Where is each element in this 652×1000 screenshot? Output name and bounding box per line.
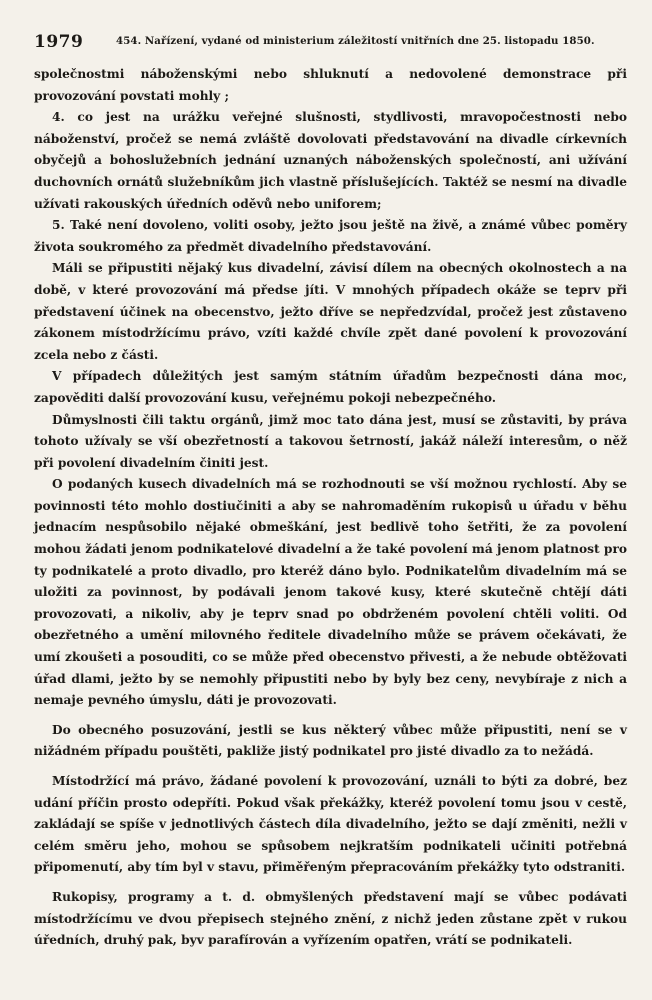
- paragraph: 4. co jest na urážku veřejné slušnosti, stydlivosti, mravopočestnosti nebo náboženství, pročež se nemá zvláště dovolovati představování na divadle církevních obyčejů a bohoslužebních jednání uznaných náboženských společností, ani užívání duchovních ornátů služebníkům jich vlastně příslušejících. Taktéž se nesmí na divadle užívati rakouských úředních oděvů nebo uniforem;: [34, 110, 627, 211]
- paragraph: Místodržící má právo, žádané povolení k provozování, uználi to býti za dobré, bez udání příčin prosto odepříti. Pokud však překážky, kteréž povolení tomu jsou v cestě, zakládají se spíše v jednotlivých částech díla divadelního, ježto se dají změniti, nežli v celém směru jeho, mohou se spůsobem nejkratším podnikateli učiniti potřebná připomenutí, aby tím byl v stavu, přiměřeným přepracováním překážky tyto odstraniti.: [34, 774, 627, 875]
- paragraph: 5. Také není dovoleno, voliti osoby, ježto jsou ještě na živě, a známé vůbec poměry života soukromého za předmět divadelního představování.: [34, 218, 627, 254]
- page-number: 1979: [34, 32, 84, 52]
- paragraph: Rukopisy, programy a t. d. obmyšlených představení mají se vůbec podávati místodržícímu ve dvou přepisech stejného znění, z nichž jeden zůstane zpět v rukou úředních, druhý pak, byv parafírován a vyřízením opatřen, vrátí se podnikateli.: [34, 889, 627, 948]
- paragraph: Máli se připustiti nějaký kus divadelní, závisí dílem na obecných okolnostech a na době, v které provozování má předse jíti. V mnohých případech okáže se teprv při představení účinek na obecenstvo, ježto dříve se nepředzvídal, pročež jest zůstaveno zákonem místodržícímu právo, vzíti každé chvíle zpět dané povolení k provozování zcela nebo z části.: [34, 261, 627, 362]
- paragraph: V případech důležitých jest samým státním úřadům bezpečnosti dána moc, zapověditi další provozování kusu, veřejnému pokoji nebezpečného.: [34, 369, 627, 405]
- body-text: [34, 64, 627, 952]
- paragraph: společnostmi náboženskými nebo shluknutí a nedovolené demonstrace při provozování povstati mohly ;: [34, 67, 627, 103]
- paragraph: O podaných kusech divadelních má se rozhodnouti se vší možnou rychlostí. Aby se povinnosti této mohlo dostiučiniti a aby se nahromaděním rukopisů u úřadu v běhu jednacím nespůsobilo nějaké obmeškání, jest bedlivě toho šetřiti, že za povolení mohou žádati jenom podnikatelové divadelní a že také povolení má jenom platnost pro ty podnikatelé a proto divadlo, pro kteréž dáno bylo. Podnikatelům divadelním má se uložiti za povinnost, by podávali jenom takové kusy, které skutečně chtějí dáti provozovati, a nikoliv, aby je teprv snad po obdrženém povolení chtěli voliti. Od obezřetného a umění milovného ředitele divadelního může se právem očekávati, že umí zkoušeti a posouditi, co se může před obecenstvo přivesti, a že nebude obtěžovati úřad dlami, ježto by se nemohly připustiti nebo by byly bez ceny, nevybíraje z nich a nemaje pevného úmyslu, dáti je provozovati.: [34, 477, 627, 708]
- paragraph: Důmyslnosti čili taktu orgánů, jimž moc tato dána jest, musí se zůstaviti, by práva tohoto užívaly se vší obezřetností a takovou šetrností, jakáž náleží interesům, o něž při povolení divadelním činiti jest.: [34, 412, 627, 470]
- running-head: 454. Nařízení, vydané od ministerium záležitostí vnitřních dne 25. listopadu 1850.: [116, 35, 595, 47]
- page-header: [34, 32, 624, 54]
- paragraph: Do obecného posuzování, jestli se kus některý vůbec může připustiti, není se v nižádném případu pouštěti, pakliže jistý podnikatel pro jisté divadlo za to nežádá.: [34, 722, 627, 759]
